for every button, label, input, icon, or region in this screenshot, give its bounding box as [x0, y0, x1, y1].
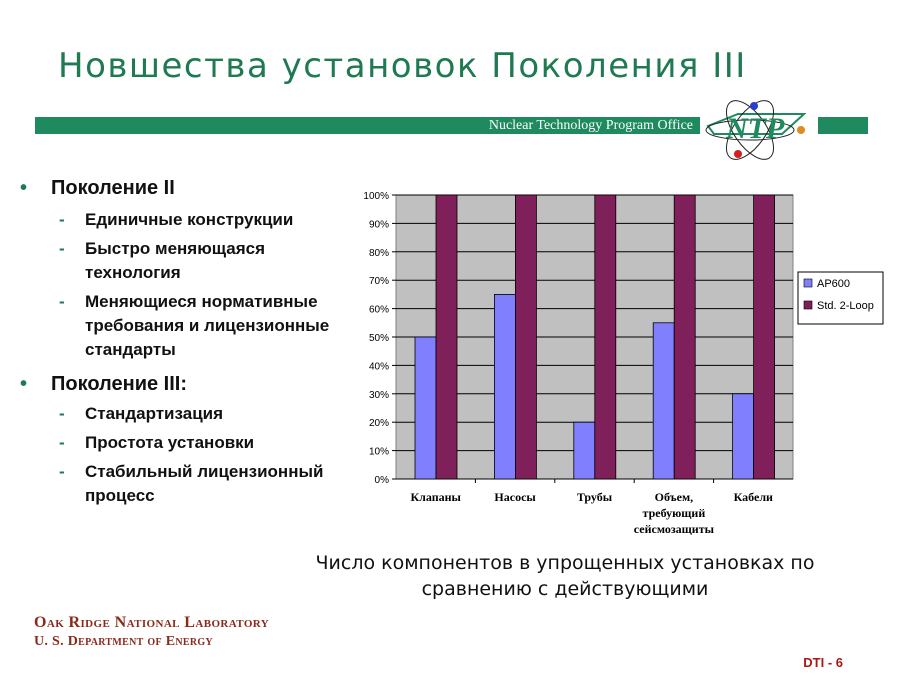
bar-ap600 [653, 323, 674, 479]
sub-bullet-text: Быстро меняющаяся технология [85, 239, 266, 282]
bar-std-2-loop [595, 195, 616, 479]
legend-swatch [804, 301, 812, 309]
bullet-list [20, 176, 360, 508]
chart-caption: Число компонентов в упрощенных установках по сравнению с действующими [315, 552, 815, 600]
bar-std-2-loop [515, 195, 536, 479]
bar-chart [340, 180, 895, 550]
bar-ap600 [574, 422, 595, 479]
slide-title: Новшества установок Поколения III [58, 46, 747, 86]
sub-bullet-item [20, 237, 360, 285]
bullet-text: Поколение III: [51, 373, 188, 395]
y-tick-label: 70% [368, 276, 389, 288]
y-tick-label: 10% [368, 446, 389, 458]
bullet-dot-icon: • [20, 177, 28, 199]
y-tick-label: 0% [374, 475, 389, 486]
legend-swatch [804, 279, 812, 287]
x-category-label: Насосы [494, 490, 536, 504]
sub-bullet-text: Стандартизация [85, 404, 224, 423]
sub-bullet-item [20, 431, 360, 455]
dash-icon: - [59, 433, 65, 452]
x-category-label: Кабели [733, 490, 773, 504]
sub-bullet-text: Меняющиеся нормативные требования и лицензионные стандарты [85, 292, 330, 359]
x-category-label: Объем, требующий сейсмозащиты [633, 490, 714, 536]
bullet-item [20, 176, 360, 200]
dash-icon: - [59, 292, 65, 311]
sub-bullet-text: Простота установки [85, 433, 255, 452]
dash-icon: - [59, 404, 65, 423]
bar-ap600 [415, 337, 436, 479]
y-tick-label: 50% [368, 333, 389, 344]
sub-bullet-item [20, 208, 360, 232]
sub-bullet-text: Стабильный лицензионный процесс [85, 462, 324, 505]
y-tick-label: 20% [368, 418, 389, 430]
bullet-dot-icon: • [20, 373, 28, 395]
sub-bullet-item [20, 460, 360, 508]
bar-std-2-loop [754, 195, 775, 479]
legend-label: Std. 2-Loop [817, 300, 874, 312]
ntp-logo [700, 92, 812, 164]
ntp-logo-text: NTP [726, 112, 785, 145]
y-tick-label: 90% [368, 219, 389, 231]
x-category-label: Трубы [576, 490, 613, 504]
y-tick-label: 100% [363, 191, 389, 202]
y-tick-label: 60% [368, 304, 389, 316]
bar-std-2-loop [674, 195, 695, 479]
y-tick-label: 30% [368, 389, 389, 401]
org-department: U. S. Department of Energy [34, 634, 213, 649]
y-tick-label: 80% [368, 247, 389, 259]
sub-bullet-text: Единичные конструкции [85, 210, 294, 229]
bar-ap600 [494, 294, 515, 479]
banner-text: Nuclear Technology Program Office [488, 118, 693, 133]
bullet-item [20, 372, 360, 396]
org-name: Oak Ridge National Laboratory [34, 614, 270, 631]
sub-bullet-item [20, 290, 360, 362]
bar-std-2-loop [436, 195, 457, 479]
footer-organization [34, 614, 269, 650]
dash-icon: - [59, 239, 65, 258]
legend-label: AP600 [817, 278, 851, 290]
dash-icon: - [59, 210, 65, 229]
y-tick-label: 40% [368, 361, 389, 373]
dash-icon: - [59, 462, 65, 481]
bullet-text: Поколение II [51, 177, 175, 199]
x-category-label: Клапаны [410, 490, 461, 504]
page-number: DTI - 6 [803, 655, 843, 670]
sub-bullet-item [20, 402, 360, 426]
bar-ap600 [733, 394, 754, 479]
